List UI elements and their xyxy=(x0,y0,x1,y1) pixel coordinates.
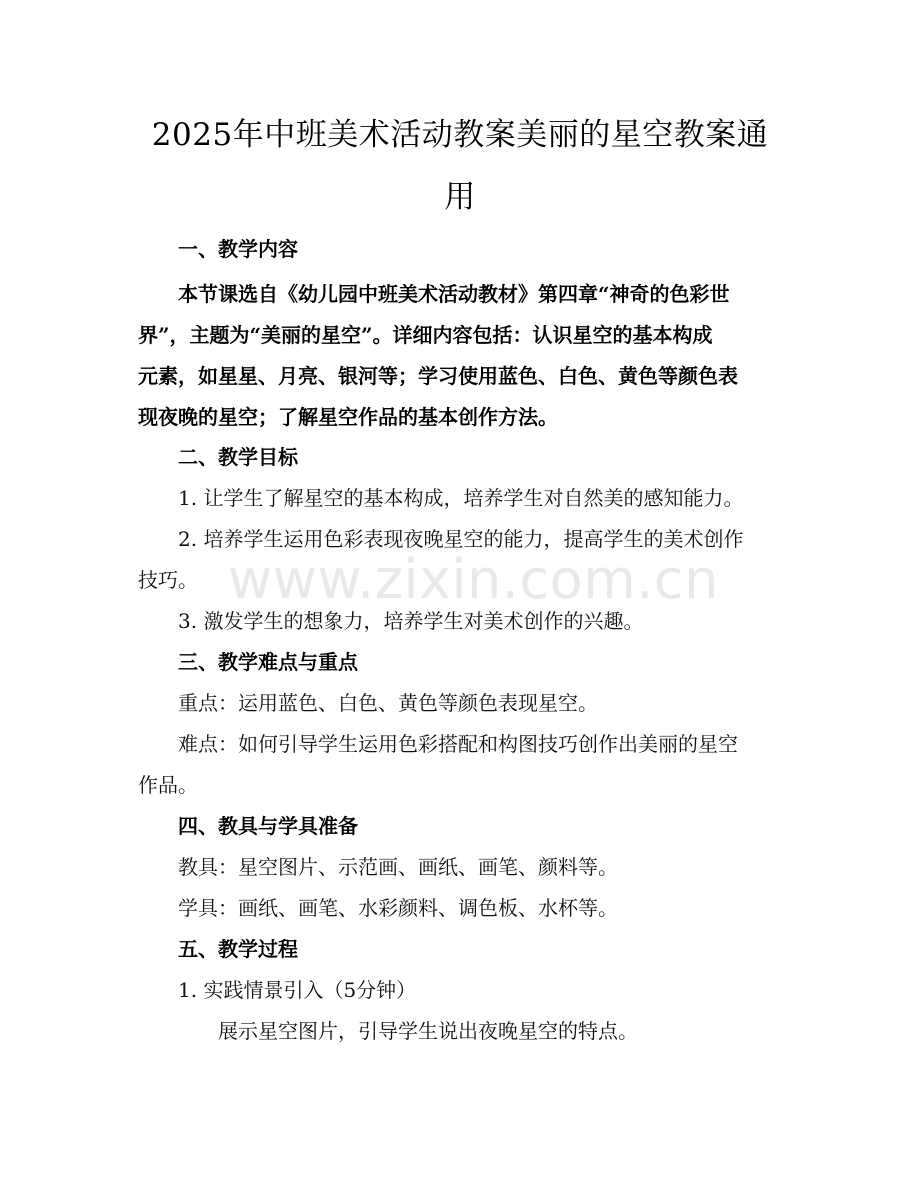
section-heading-teaching-process: 五、教学过程 xyxy=(178,937,298,961)
section-heading-teaching-content: 一、教学内容 xyxy=(178,237,298,261)
goal-item-2-line-2: 技巧。 xyxy=(138,568,198,592)
section-heading-materials: 四、教具与学具准备 xyxy=(178,814,358,838)
student-materials-item: 学具：画纸、画笔、水彩颜料、调色板、水杯等。 xyxy=(178,896,618,920)
watermark: www.zixin.com.cn xyxy=(228,548,719,611)
process-step-1-detail: 展示星空图片，引导学生说出夜晚星空的特点。 xyxy=(218,1019,638,1043)
goal-item-2-line-1: 2. 培养学生运用色彩表现夜晚星空的能力，提高学生的美术创作 xyxy=(178,527,744,551)
teaching-content-line-4: 现夜晚的星空；了解星空作品的基本创作方法。 xyxy=(138,405,558,429)
process-step-1-heading: 1. 实践情景引入（5分钟） xyxy=(178,978,417,1002)
teaching-content-line-2: 界”，主题为“美丽的星空”。详细内容包括：认识星空的基本构成 xyxy=(138,323,713,347)
difficulty-item-line-1: 难点：如何引导学生运用色彩搭配和构图技巧创作出美丽的星空 xyxy=(178,732,738,756)
difficulty-item-line-2: 作品。 xyxy=(138,773,198,797)
document-title xyxy=(120,104,800,228)
key-point-item: 重点：运用蓝色、白色、黄色等颜色表现星空。 xyxy=(178,691,598,715)
teaching-content-line-1: 本节课选自《幼儿园中班美术活动教材》第四章“神奇的色彩世 xyxy=(178,282,730,306)
teaching-content-line-3: 元素，如星星、月亮、银河等；学习使用蓝色、白色、黄色等颜色表 xyxy=(138,364,738,388)
section-heading-teaching-goals: 二、教学目标 xyxy=(178,445,298,469)
goal-item-3: 3. 激发学生的想象力，培养学生对美术创作的兴趣。 xyxy=(178,609,644,633)
document-title-line-2: 用 xyxy=(444,179,476,215)
section-heading-key-points: 三、教学难点与重点 xyxy=(178,650,358,674)
teacher-materials-item: 教具：星空图片、示范画、画纸、画笔、颜料等。 xyxy=(178,855,618,879)
goal-item-1: 1. 让学生了解星空的基本构成，培养学生对自然美的感知能力。 xyxy=(178,486,744,510)
document-title-line-1: 2025年中班美术活动教案美丽的星空教案通 xyxy=(151,117,769,153)
